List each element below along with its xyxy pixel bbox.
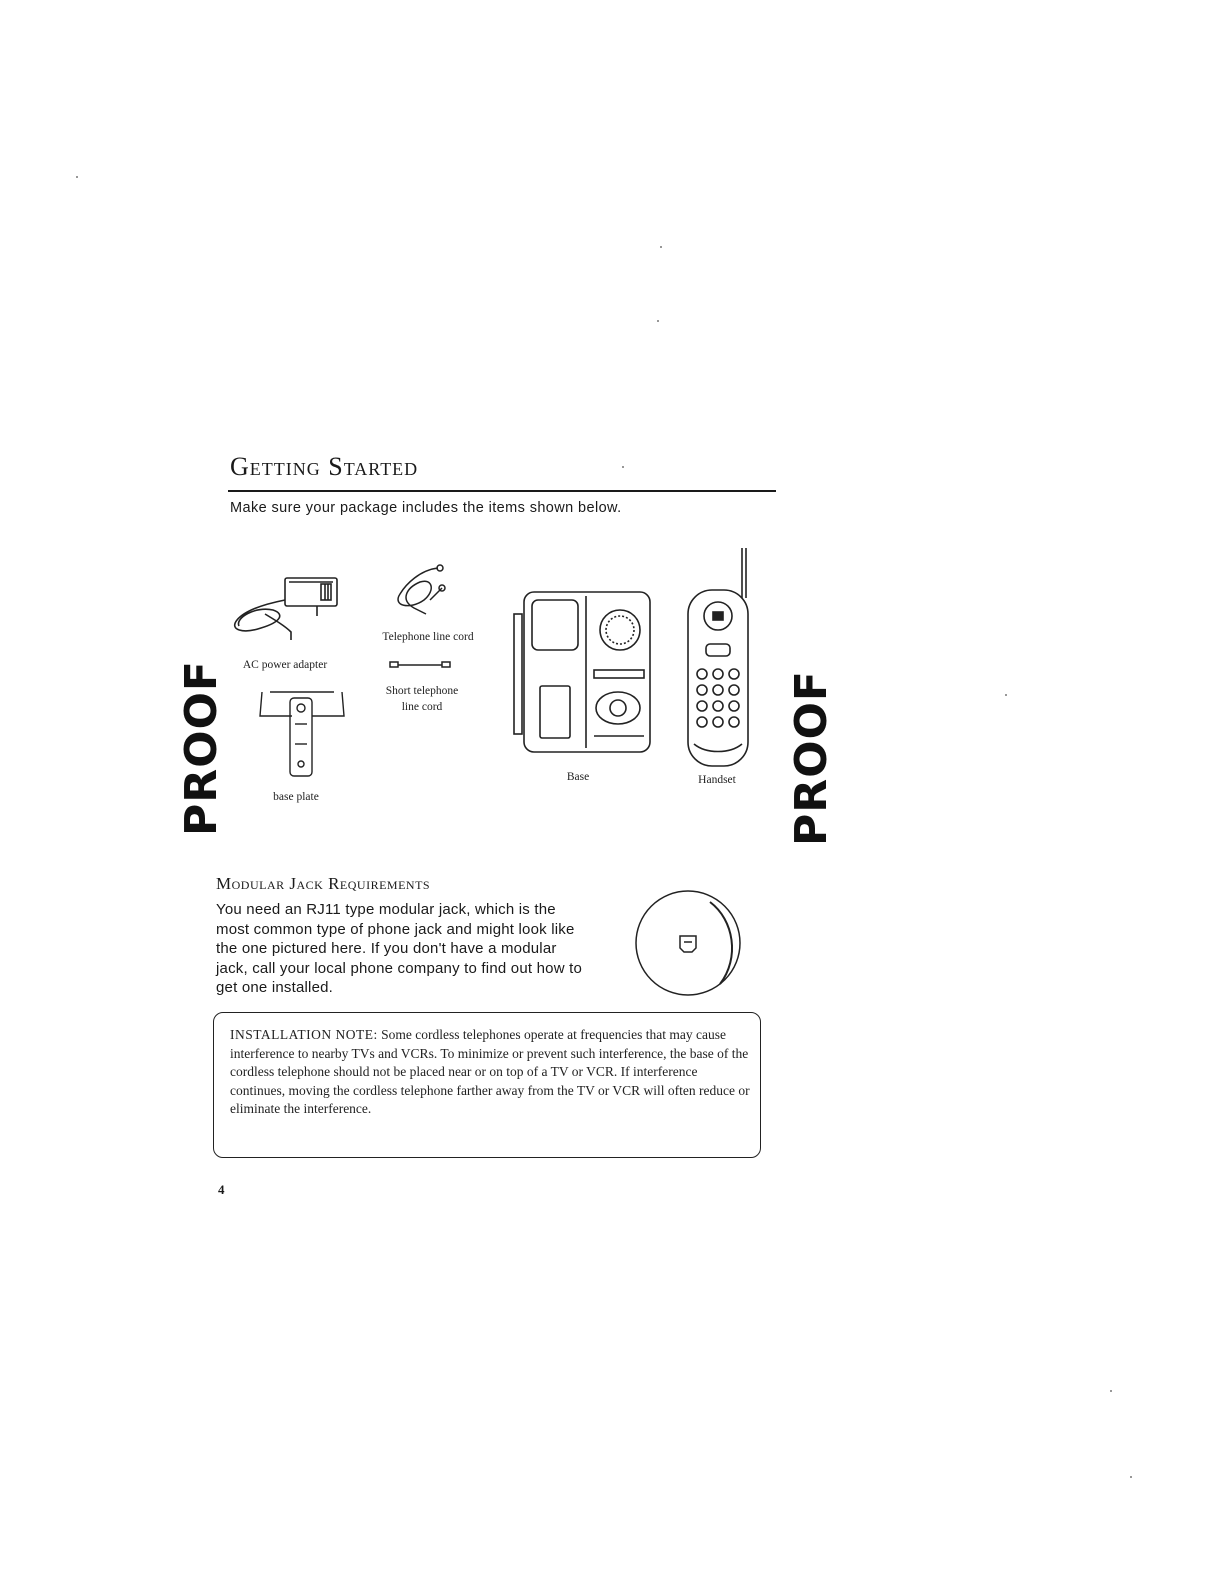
scan-speck (1130, 1476, 1132, 1478)
modular-jack-heading: Modular Jack Requirements (216, 874, 431, 893)
modular-jack-line: the one pictured here. If you don't have a modular (216, 940, 557, 957)
base-plate-label: base plate (273, 791, 319, 803)
scan-speck (76, 176, 78, 178)
handset-label: Handset (698, 774, 736, 786)
scan-speck (657, 320, 659, 322)
page-title: Getting Started (230, 452, 419, 481)
modular-jack-illustration (630, 886, 750, 1002)
modular-jack-line: most common type of phone jack and might look like (216, 920, 575, 938)
telephone-line-cord-illustration (380, 560, 460, 620)
intro-text: Make sure your package includes the items shown below. (230, 500, 622, 516)
ac-adapter-label: AC power adapter (242, 659, 328, 671)
scan-speck (1005, 694, 1007, 696)
proof-watermark-left: PROOF (176, 660, 227, 836)
page-number: 4 (218, 1182, 225, 1197)
installation-note-heading: INSTALLATION NOTE: (230, 1027, 378, 1042)
proof-watermark-right: PROOF (786, 670, 837, 846)
short-cord-illustration (388, 658, 458, 672)
short-cord-label-2: line cord (401, 701, 443, 713)
telephone-line-cord-label: Telephone line cord (382, 631, 474, 643)
base-unit-illustration (508, 586, 660, 758)
modular-jack-line: You need an RJ11 type modular jack, which is the (216, 901, 556, 918)
modular-jack-line: get one installed. (216, 979, 334, 996)
installation-note-text (230, 1026, 750, 1119)
modular-jack-line: jack, call your local phone company to find out how to (216, 959, 583, 977)
installation-note-body: Some cordless telephones operate at frequencies that may cause interference to nearby TVs and VCRs. To minimize or prevent such interference, the base of the cordless telephone should not be placed near or on top of a TV or VCR. If interference continues, moving the cordless telephone farther away from the TV or VCR will often reduce or eliminate the interference. (230, 1027, 750, 1116)
base-label: Base (566, 771, 590, 783)
short-cord-label-1: Short telephone (385, 685, 459, 697)
scan-speck (622, 466, 624, 468)
ac-adapter-illustration (225, 570, 355, 660)
title-rule (228, 490, 776, 492)
scan-speck (660, 246, 662, 248)
handset-illustration (676, 546, 760, 776)
modular-jack-text (216, 900, 626, 998)
scan-speck (1110, 1390, 1112, 1392)
base-plate-illustration (252, 688, 352, 784)
